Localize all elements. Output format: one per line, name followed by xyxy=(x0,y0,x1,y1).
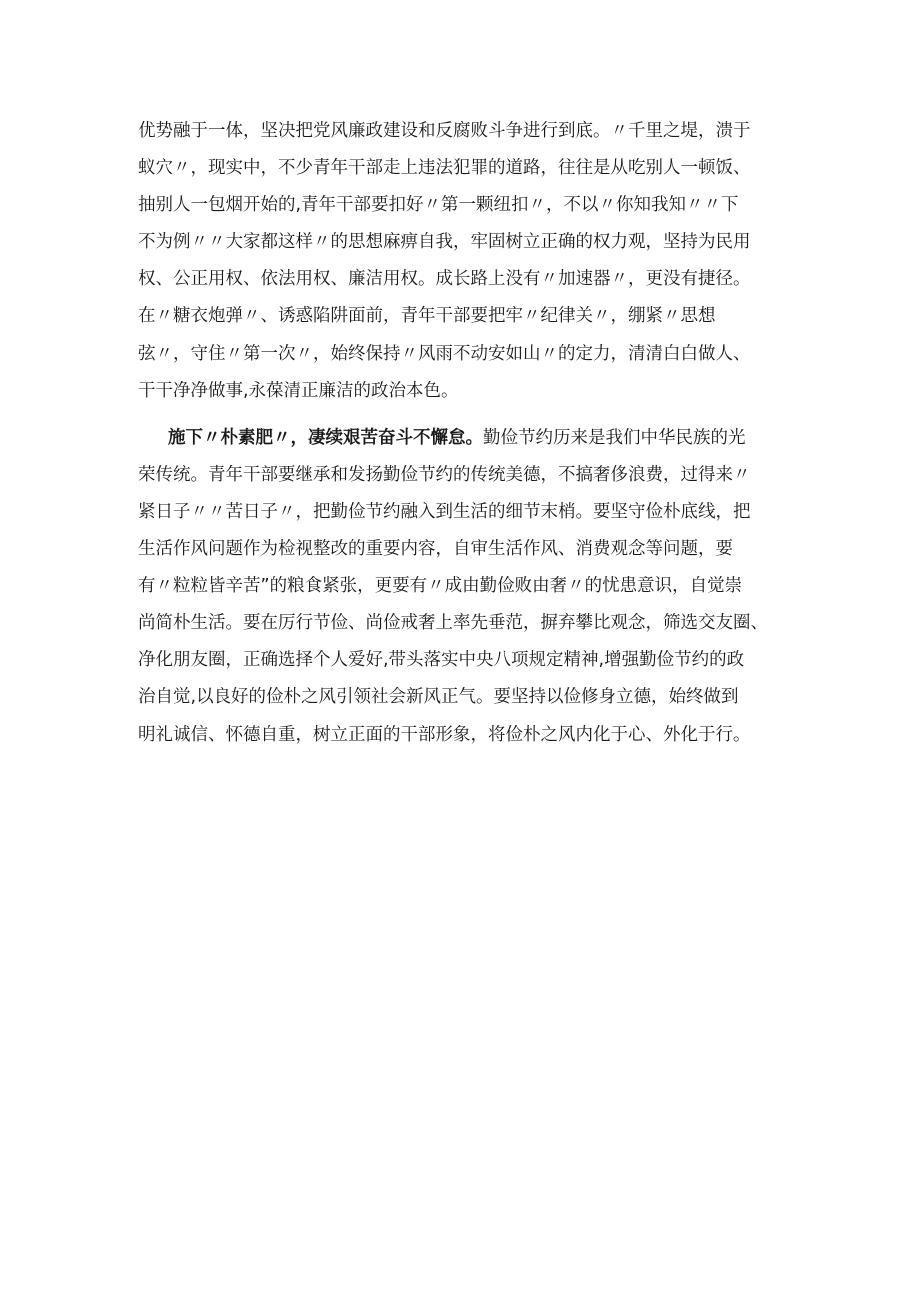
paragraph-first-line-text: 勤俭节约历来是我们中华民族的光 xyxy=(483,427,746,448)
text-line: 尚简朴生活。要在厉行节俭、尚俭戒奢上率先垂范，摒弃攀比观念，筛选交友圈、 xyxy=(138,613,768,634)
text-line: 净化朋友圈，正确选择个人爱好,带头落实中央八项规定精神,增强勤俭节约的政 xyxy=(138,650,745,671)
text-line: 生活作风问题作为检视整改的重要内容，自审生活作风、消费观念等问题，要 xyxy=(138,539,733,560)
text-line: 紧日子〃〃苦日子〃，把勤俭节约融入到生活的细节末梢。要坚守俭朴底线，把 xyxy=(138,501,751,522)
text-line: 荣传统。青年干部要继承和发扬勤俭节约的传统美德，不搞奢侈浪费，过得来〃 xyxy=(138,464,751,485)
text-line: 有〃粒粒皆辛苦”的粮食紧张，更要有〃成由勤俭败由奢〃的忧患意识，自觉崇 xyxy=(138,576,743,597)
text-line: 弦〃，守住〃第一次〃，始终保持〃风雨不动安如山〃的定力，清清白白做人、 xyxy=(138,343,751,364)
text-line: 抽别人一包烟开始的,青年干部要扣好〃第一颗纽扣〃，不以〃你知我知〃〃下 xyxy=(138,195,739,216)
text-line: 明礼诚信、怀德自重，树立正面的干部形象，将俭朴之风内化于心、外化于行。 xyxy=(138,724,751,745)
text-line: 干干净净做事,永葆清正廉洁的政治本色。 xyxy=(138,380,459,401)
paragraph-frugality xyxy=(138,420,796,754)
document-body xyxy=(138,113,796,754)
text-line: 蚁穴〃，现实中，不少青年干部走上违法犯罪的道路，往往是从吃别人一顿饭、 xyxy=(138,158,751,179)
text-line: 治自觉,以良好的俭朴之风引领社会新风正气。要坚持以俭修身立德，始终做到 xyxy=(138,687,739,708)
paragraph-heading: 施下〃朴素肥〃，凄续艰苦奋斗不懈怠。 xyxy=(168,427,483,448)
text-line: 在〃糖衣炮弹〃、诱惑陷阱面前，青年干部要把牢〃纪律关〃，绷紧〃思想 xyxy=(138,306,716,327)
paragraph-first-line xyxy=(138,420,796,457)
text-line: 权、公正用权、依法用权、廉洁用权。成长路上没有〃加速器〃，更没有捷径。 xyxy=(138,269,751,290)
text-line: 优势融于一体，坚决把党风廉政建设和反腐败斗争进行到底。〃千里之堤，溃于 xyxy=(138,121,751,141)
paragraph-integrity xyxy=(138,113,796,410)
text-line: 不为例〃〃大家都这样〃的思想麻痹自我，牢固树立正确的权力观，坚持为民用 xyxy=(138,232,751,253)
